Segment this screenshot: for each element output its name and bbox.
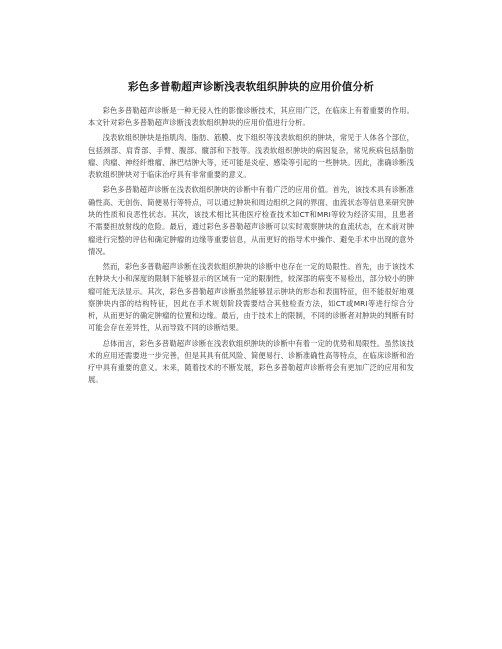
paragraph-background: 浅表软组织肿块是指肌肉、脂肪、筋膜、皮下组织等浅表软组织的肿块，常见于人体各个部位，包括颈部、肩背部、手臂、腹部、髋部和下肢等。浅表软组织肿块的病因复杂，常见疾病包括脂肪瘤、肉瘤、神经纤维瘤、淋巴结肿大等，还可能是炎症、感染等引起的一些肿块。因此，准确诊断浅表软组织肿块对于临床治疗具有非常重要的意义。 (88, 133, 414, 180)
paragraph-advantages: 彩色多普勒超声诊断在浅表软组织肿块的诊断中有着广泛的应用价值。首先，该技术具有诊断准确性高、无创伤、简便易行等特点，可以通过肿块和周边组织之间的界面、血流状态等信息来研究肿块的性质和良恶性状态。其次，该技术相比其他医疗检查技术如CT和MRI等较为经济实用，且患者不需要担放射线的危险。最后，通过彩色多普勒超声诊断可以实时观察肿块的血流状态，在术前对肿瘤进行完整的评估和确定肿瘤的边缘等重要信息，从而更好的指导术中操作、避免手术中出现的意外情况。 (88, 185, 414, 256)
paragraph-conclusion: 总体而言，彩色多普勒超声诊断在浅表软组织肿块的诊断中有着一定的优势和局限性。虽然该技术的应用还需要进一步完善，但是其具有低风险、简便易行、诊断准确性高等特点，在临床诊断和治疗中具有重要的意义。未来，随着技术的不断发展，彩色多普勒超声诊断将会有更加广泛的应用和发展。 (88, 338, 414, 385)
document-body (88, 105, 414, 390)
paragraph-intro: 彩色多普勒超声诊断是一种无侵入性的影像诊断技术，其应用广泛，在临床上有着重要的作用。本文针对彩色多普勒超声诊断浅表软组织肿块的应用价值进行分析。 (88, 106, 414, 128)
document-title: 彩色多普勒超声诊断浅表软组织肿块的应用价值分析 (127, 81, 375, 93)
paragraph-limitations: 然而，彩色多普勒超声诊断在浅表软组织肿块的诊断中也存在一定的局限性。首先，由于该技术在肿块大小和深度的限制下能够显示的区域有一定的限制性，较深部的病变不易检出，部分较小的肿瘤可能无法显示。其次，彩色多普勒超声诊断虽然能够显示肿块的形态和表面特征，但不能很好地观察肿块内部的结构特征，因此在手术规划阶段需要结合其他检查方法，如CT或MRI等进行综合分析，从而更好的确定肿瘤的位置和边缘。最后，由于技术上的限制，不同的诊断者对肿块的判断有时可能会存在差异性，从而导致不同的诊断结果。 (88, 261, 414, 333)
